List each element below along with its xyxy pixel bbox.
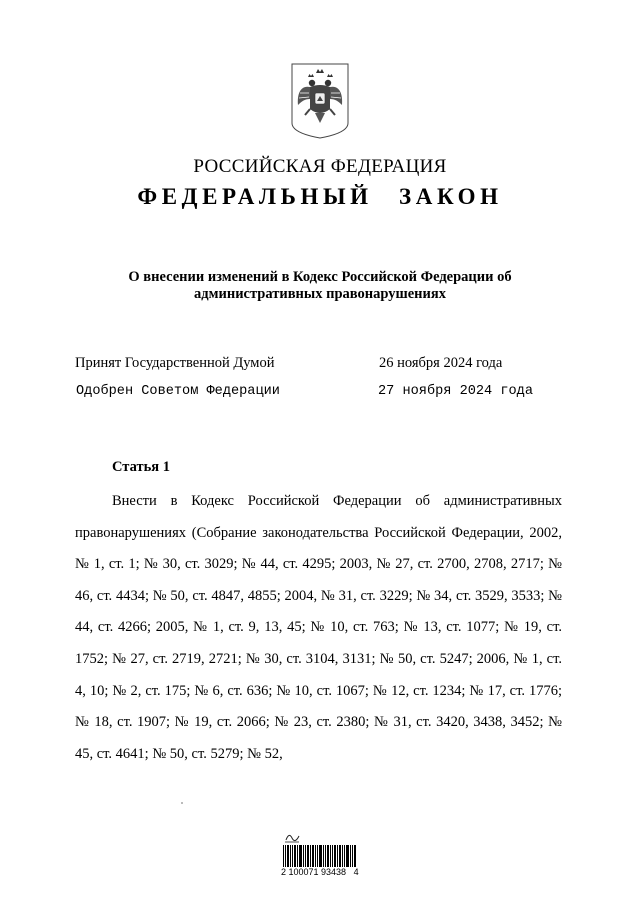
article-text: Внести в Кодекс Российской Федерации об административных правонарушениях (Собрание законодательства Российской Федерации, 2002, № 1, ст. 1; № 30, ст. 3029; № 44, ст. 4295; 2003, № 27, ст. 2700, 2708, 2717; № 46, ст. 4434; № 50, ст. 4847, 4855; 2004, № 31, ст. 3229; № 34, ст. 3529, 3533; № 44, ст. 4266; 2005, № 1, ст. 9, 13, 45; № 10, ст. 763; № 13, ст. 1077; № 19, ст. 1752; № 27, ст. 2719, 2721; № 30, ст. 3104, 3131; № 50, ст. 5247; 2006, № 1, ст. 4, 10; № 2, ст. 175; № 6, ст. 636; № 10, ст. 1067; № 12, ст. 1234; № 17, ст. 1776; № 18, ст. 1907; № 19, ст. 2066; № 23, ст. 2380; № 31, ст. 3420, 3438, 3452; № 45, ст. 4641; № 50, ст. 5279; № 52, (75, 493, 562, 762)
article-body (75, 486, 562, 770)
duma-adoption-date: 26 ноября 2024 года (379, 355, 503, 371)
country-name: РОССИЙСКАЯ ФЕДЕРАЦИЯ (193, 156, 447, 177)
law-subject-line-2: административных правонарушениях (194, 286, 446, 302)
article-heading: Статья 1 (112, 459, 170, 475)
law-subject-title (80, 269, 560, 303)
council-approval-label: Одобрен Советом Федерации (76, 384, 280, 399)
barcode-icon (283, 845, 356, 867)
duma-adoption-label: Принят Государственной Думой (75, 355, 275, 371)
council-approval-date: 27 ноября 2024 года (378, 384, 533, 399)
coat-of-arms-icon (289, 63, 351, 139)
document-type: ФЕДЕРАЛЬНЫЙ ЗАКОН (137, 184, 503, 209)
barcode-number: 2 100071 93438 4 (281, 867, 359, 877)
signature-mark-icon (283, 830, 301, 844)
scan-speck (181, 802, 183, 804)
law-subject-line-1: О внесении изменений в Кодекс Российской Федерации об (128, 269, 512, 285)
